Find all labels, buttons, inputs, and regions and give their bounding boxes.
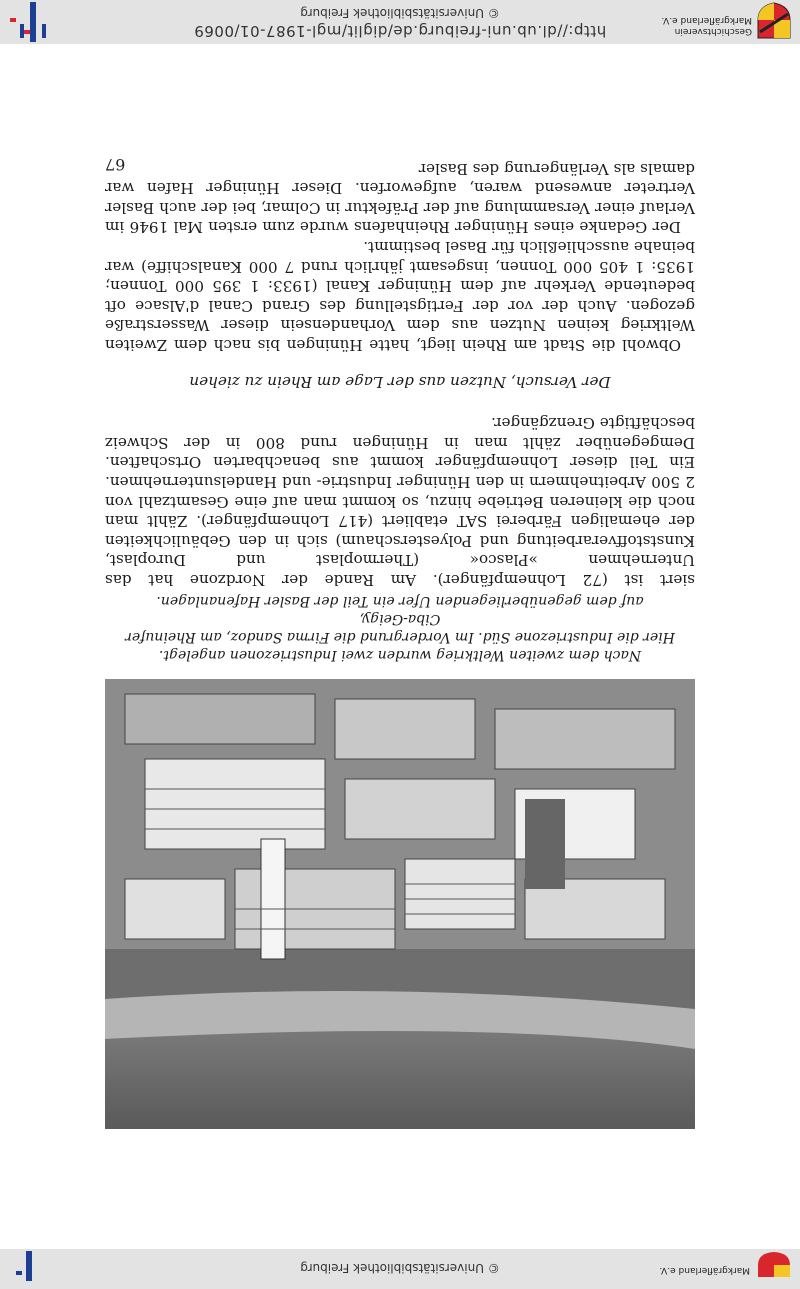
aerial-photo bbox=[105, 679, 695, 1129]
society-name-footer: Markgräflerland e.V. bbox=[659, 1265, 750, 1275]
body-text-1 bbox=[105, 413, 695, 589]
paragraph: Der Gedanke eines Hüninger Rheinhafens wurde zum ersten Mal 1946 im Verlauf einer Versammlung auf der Präfektur in Colmar, bei der auch Basler Vertreter anwesend waren, aufgeworfen. Dieser Hüninger Hafen war damals als Verlängerung des Basler bbox=[105, 159, 695, 237]
section-heading: Der Versuch, Nutzen aus der Lage am Rhein zu ziehen bbox=[189, 373, 611, 391]
university-library-logo-icon bbox=[8, 2, 52, 42]
university-library-logo-icon bbox=[6, 1251, 46, 1281]
document-url[interactable]: http://dl.ub.uni-freiburg.de/diglit/mgl-1987-01/0069 bbox=[193, 22, 607, 40]
page-number: 67 bbox=[105, 155, 126, 174]
footer-band bbox=[0, 1249, 800, 1289]
body-text-2 bbox=[105, 158, 695, 354]
society-name: Geschichtsverein Markgräflerland e.V. bbox=[661, 15, 752, 36]
photo-caption: Nach dem zweiten Weltkrieg wurden zwei Industriezonen angelegt. Hier die Industriezone Süd. Im Vordergrund die Firma Sandoz, am Rheinufer Ciba-Geigy, auf dem gegenüberliegenden Ufer ein Teil der Basler Hafenanlagen. bbox=[125, 593, 675, 663]
paragraph: siert ist (72 Lohnempfänger). Am Rande der Nordzone hat das Unternehmen »Plasco« (Thermoplast und Duroplast, Kunststoffverarbeitung und Polyesterschaum) sich in den Gebäulichkeiten der ehemaligen Färberei SAT etabliert (417 Lohnempfänger). Zählt man noch die kleineren Betriebe hinzu, so kommt man auf eine Gesamtzahl von 2 500 Arbeitnehmern in den Hüninger Industrie- und Handelsunternehmen. Ein Teil dieser Lohnempfänger kommt aus benachbarten Ortschaften. Demgegenüber zählt man in Hüningen rund 800 in der Schweiz beschäftigte Grenzgänger. bbox=[105, 414, 695, 589]
copyright-note: © Universitätsbibliothek Freiburg bbox=[300, 6, 500, 20]
copyright-note-footer: © Universitätsbibliothek Freiburg bbox=[300, 1261, 500, 1275]
paragraph: Obwohl die Stadt am Rhein liegt, hatte Hüningen bis nach dem Zweiten Weltkrieg keinen Nutzen aus dem Vorhandensein dieser Wasserstraße gezogen. Auch der vor der Fertigstellung des Grand Canal d'Alsace oft bedeutende Verkehr auf dem Hüninger Kanal (1933: 1 395 000 Tonnen; 1935: 1 405 000 Tonnen, insgesamt jährlich rund 7 000 Kanalschiffe) war beinahe ausschließlich für Basel bestimmt. bbox=[105, 238, 695, 354]
header-band bbox=[0, 0, 800, 44]
